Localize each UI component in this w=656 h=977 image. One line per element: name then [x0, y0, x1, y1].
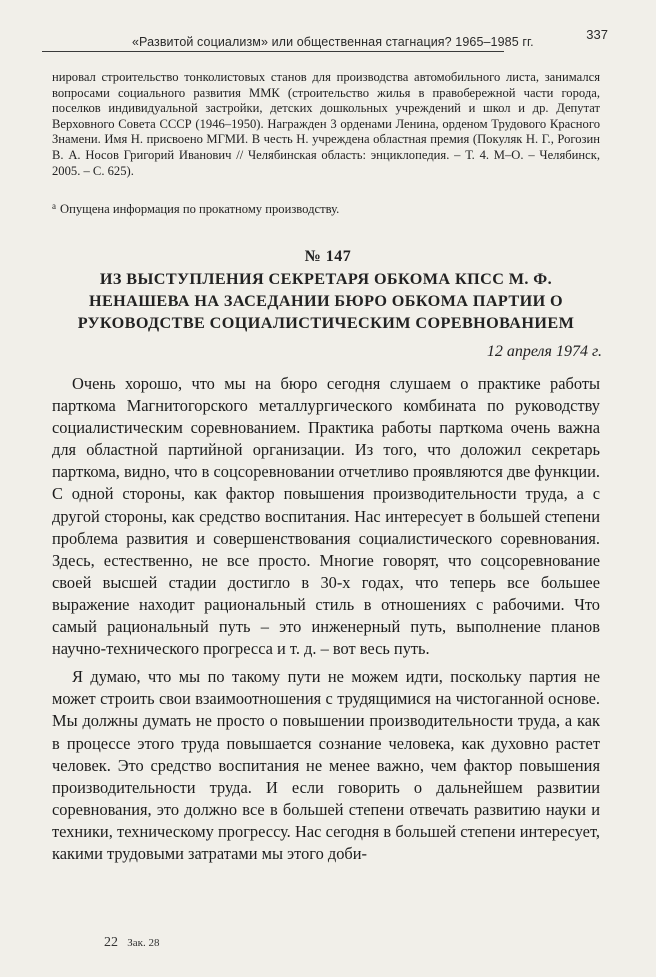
running-head	[42, 22, 608, 52]
note-marker: а	[52, 201, 56, 211]
document-date: 12 апреля 1974 г.	[486, 343, 602, 360]
document-title: ИЗ ВЫСТУПЛЕНИЯ СЕКРЕТАРЯ ОБКОМА КПСС М. Ф. НЕНАШЕВА НА ЗАСЕДАНИИ БЮРО ОБКОМА ПАРТИИ О РУКОВОДСТВЕ СОЦИАЛИСТИЧЕСКИМ СОРЕВНОВАНИЕМ	[77, 270, 575, 332]
editorial-note	[52, 199, 600, 218]
sheet-number: 22	[104, 935, 118, 950]
body-paragraph: Очень хорошо, что мы на бюро сегодня слушаем о практике работы парткома Магнитогорского металлургического комбината по руководству социалистическим соревнованием. Практика работы парткома очень важна для областной партийной организации. Из того, что доложил секретарь парткома, видно, что в соцсоревновании отчетливо проявляются две функции. С одной стороны, как фактор повышения производительности труда, а с другой стороны, как средство воспитания. Нас интересует в большей степени проблема развития и совершенствования социалистического соревнования. Здесь, естественно, не все просто. Многие говорят, что соцсоревнование своей высшей стадии достигло в 30-х годах, что теперь все большее выражение находит рациональный стиль в отношениях с рабочими. Что самый рациональный путь – это инженерный путь, выполнение планов научно-технического прогресса и т. д. – вот весь путь.	[52, 374, 600, 659]
footnote-continuation: нировал строительство тонколистовых станов для производства автомобильного листа, занимался вопросами социального развития ММК (строительство жилья в правобережной части города, поселков индивидуальной застройки, детских дошкольных учреждений и школ и др. Депутат Верховного Совета СССР (1946–1950). Награжден 3 орденами Ленина, орденом Трудового Красного Знамени. Имя Н. присвоено МГМИ. В честь Н. учреждена областная премия (Покуляк Н. Г., Рогозин В. А. Носов Григорий Иванович // Челябинская область: энциклопедия. – Т. 4. М–О. – Челябинск, 2005. – С. 625).	[52, 70, 600, 178]
document-body	[52, 373, 600, 871]
order-label: Зак. 28	[127, 937, 160, 949]
running-title: «Развитой социализм» или общественная стагнация? 1965–1985 гг.	[132, 35, 534, 49]
page-number: 337	[586, 27, 608, 42]
document-number: № 147	[304, 248, 352, 265]
printer-signature	[104, 934, 160, 951]
note-text: Опущена информация по прокатному производству.	[60, 202, 340, 216]
body-paragraph: Я думаю, что мы по такому пути не можем идти, поскольку партия не может строить свои взаимоотношения с трудящимися на чистоганной основе. Мы должны думать не просто о повышении производительности труда, а как в процессе этого труда повышается сознание человека, как духовно растет человек. Это средство воспитания не менее важно, чем фактор повышения производительности труда. И если говорить о дальнейшем развитии соревнования, это должно все в большей степени отвечать развитию науки и техники, техническому прогрессу. Нас сегодня в большей степени интересует, какими трудовыми затратами мы этого доби-	[52, 667, 600, 863]
header-rule	[42, 51, 504, 52]
